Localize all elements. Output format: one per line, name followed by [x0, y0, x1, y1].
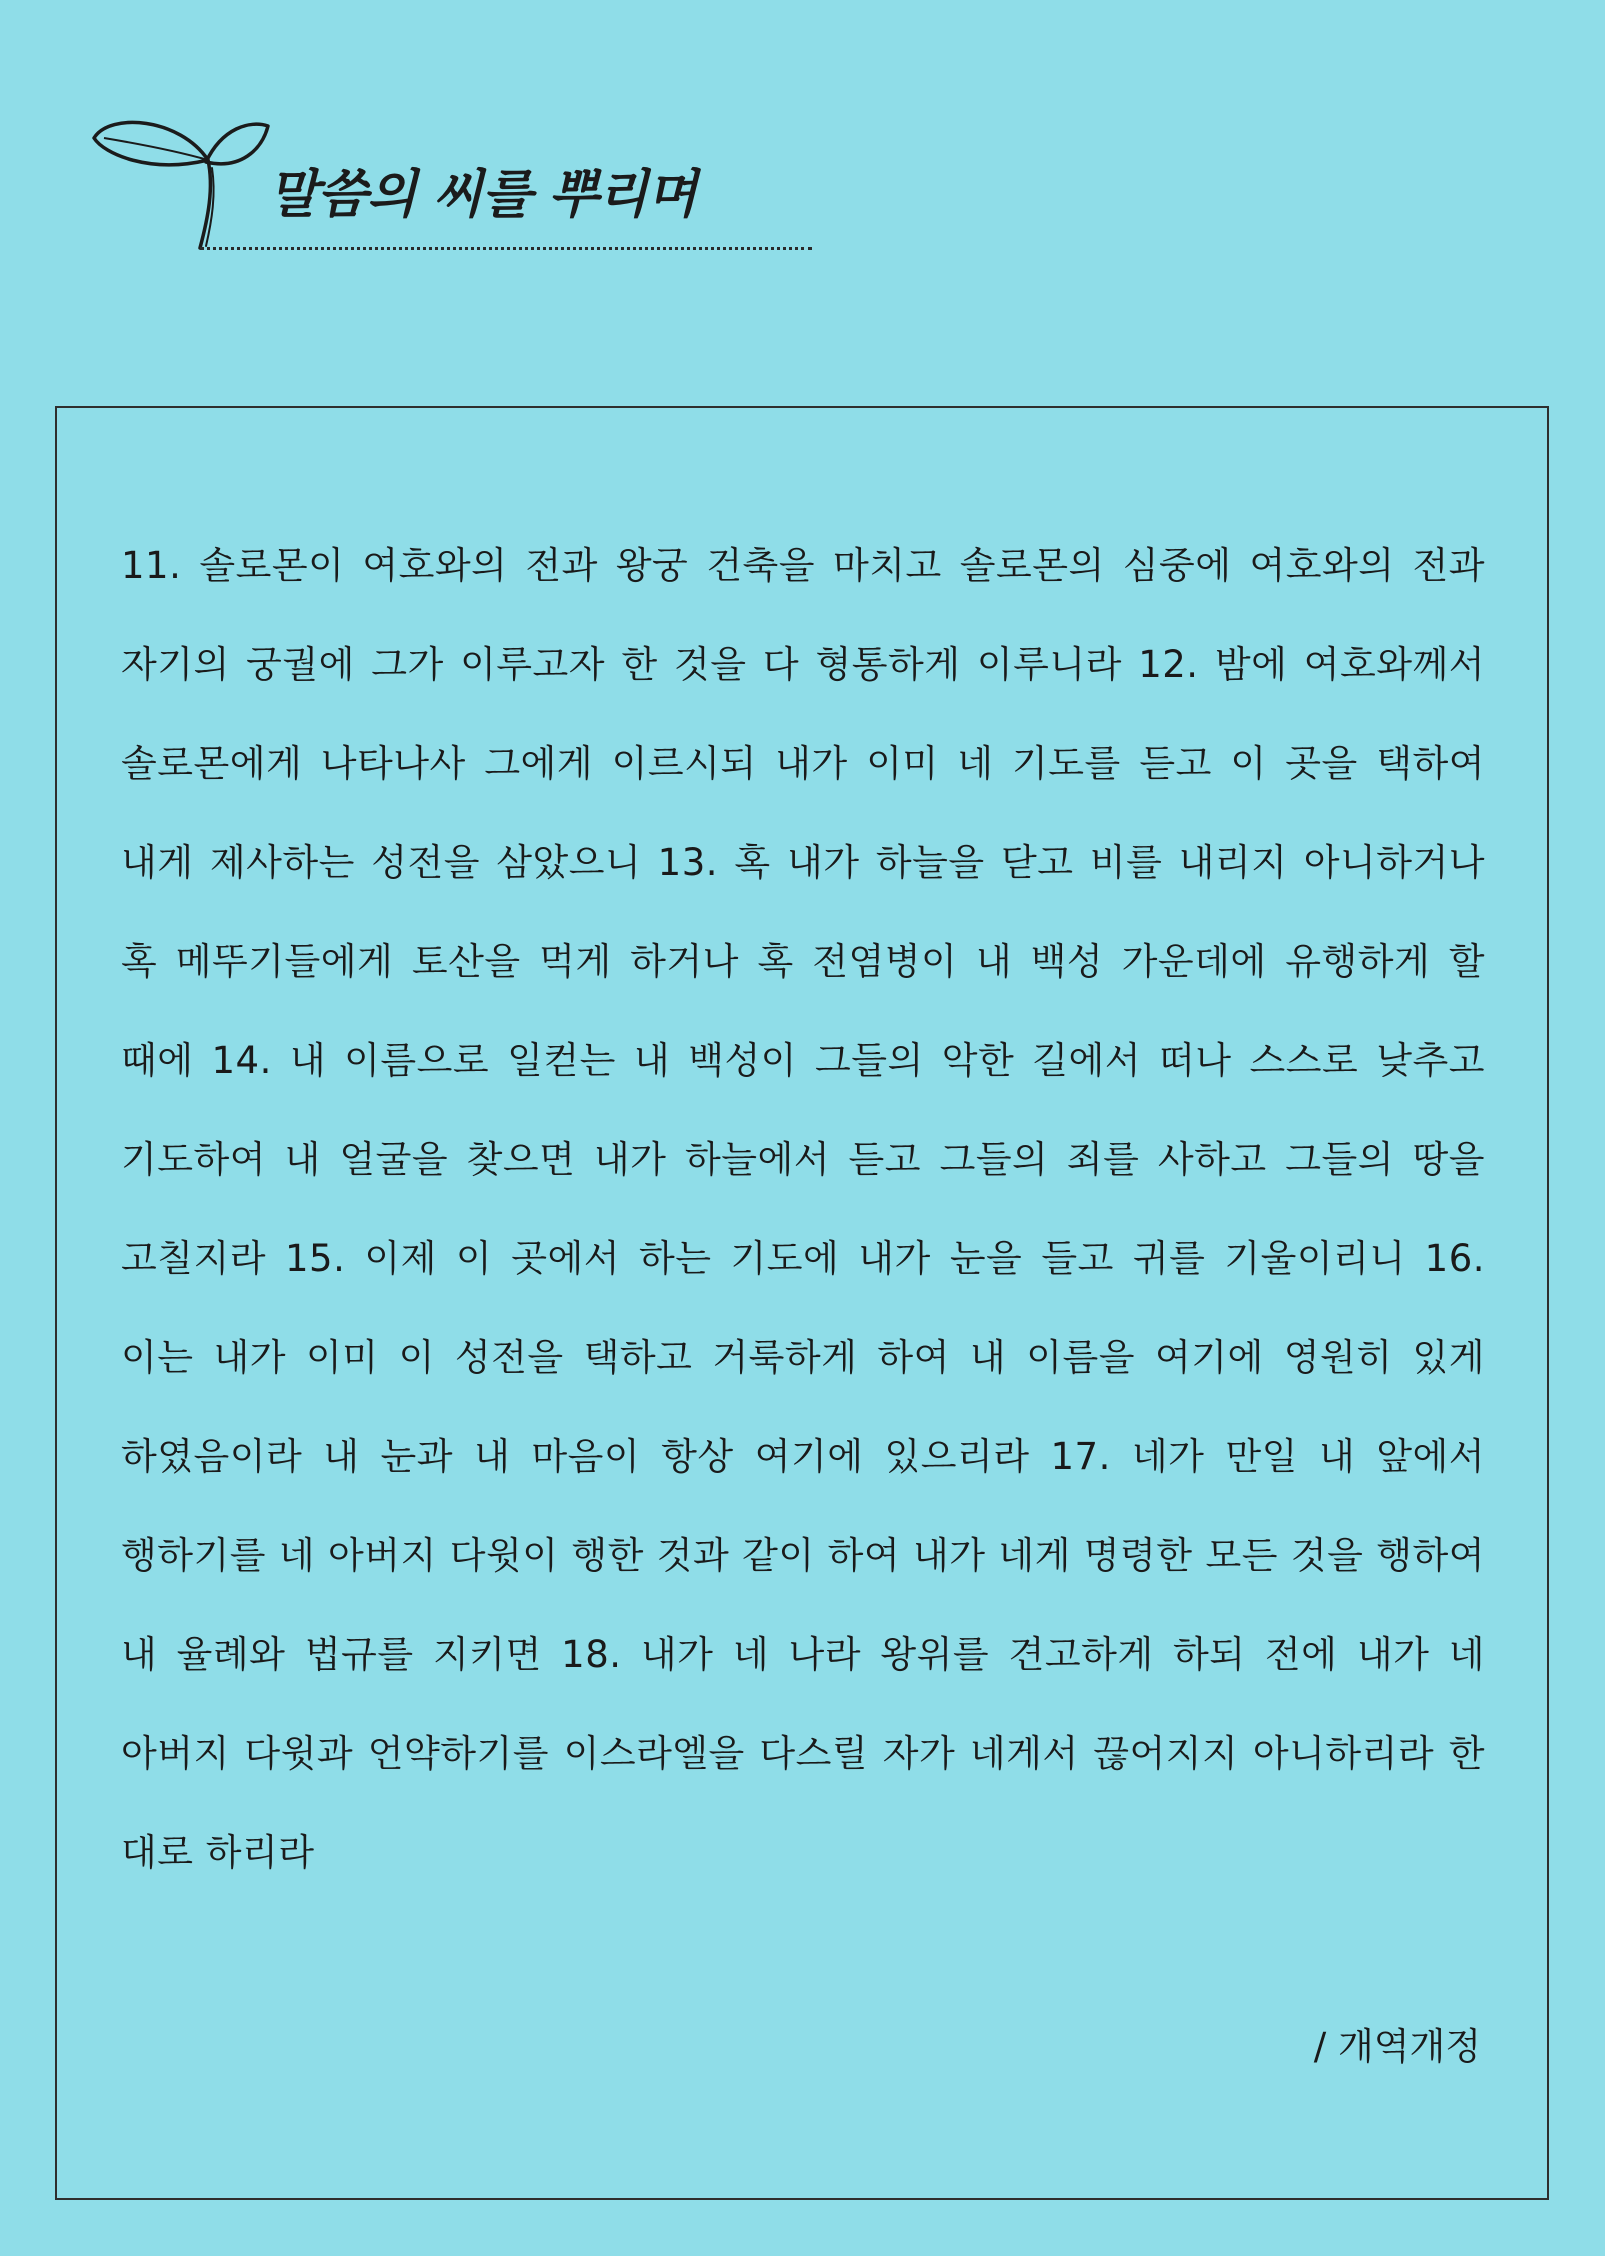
- translation-source: / 개역개정: [1313, 2025, 1481, 2068]
- header-title: 말씀의 씨를 뿌리며: [268, 164, 697, 225]
- page-header: [90, 108, 730, 258]
- scripture-box: [55, 406, 1549, 2200]
- scripture-passage: 11. 솔로몬이 여호와의 전과 왕궁 건축을 마치고 솔로몬의 심중에 여호와의 전과 자기의 궁궐에 그가 이루고자 한 것을 다 형통하게 이루니라 12. 밤에 여호와께서 솔로몬에게 나타나사 그에게 이르시되 내가 이미 네 기도를 듣고 이 곳을 택하여 내게 제사하는 성전을 삼았으니 13. 혹 내가 하늘을 닫고 비를 내리지 아니하거나 혹 메뚜기들에게 토산을 먹게 하거나 혹 전염병이 내 백성 가운데에 유행하게 할 때에 14. 내 이름으로 일컫는 내 백성이 그들의 악한 길에서 떠나 스스로 낮추고 기도하여 내 얼굴을 찾으면 내가 하늘에서 듣고 그들의 죄를 사하고 그들의 땅을 고칠지라 15. 이제 이 곳에서 하는 기도에 내가 눈을 들고 귀를 기울이리니 16. 이는 내가 이미 이 성전을 택하고 거룩하게 하여 내 이름을 여기에 영원히 있게 하였음이라 내 눈과 내 마음이 항상 여기에 있으리라 17. 네가 만일 내 앞에서 행하기를 네 아버지 다윗이 행한 것과 같이 하여 내가 네게 명령한 모든 것을 행하여 내 율례와 법규를 지키면 18. 내가 네 나라 왕위를 견고하게 하되 전에 내가 네 아버지 다윗과 언약하기를 이스라엘을 다스릴 자가 네게서 끊어지지 아니하리라 한 대로 하리라: [121, 544, 1485, 1874]
- header-dotted-rule: [200, 247, 812, 250]
- sprout-icon: [90, 108, 270, 258]
